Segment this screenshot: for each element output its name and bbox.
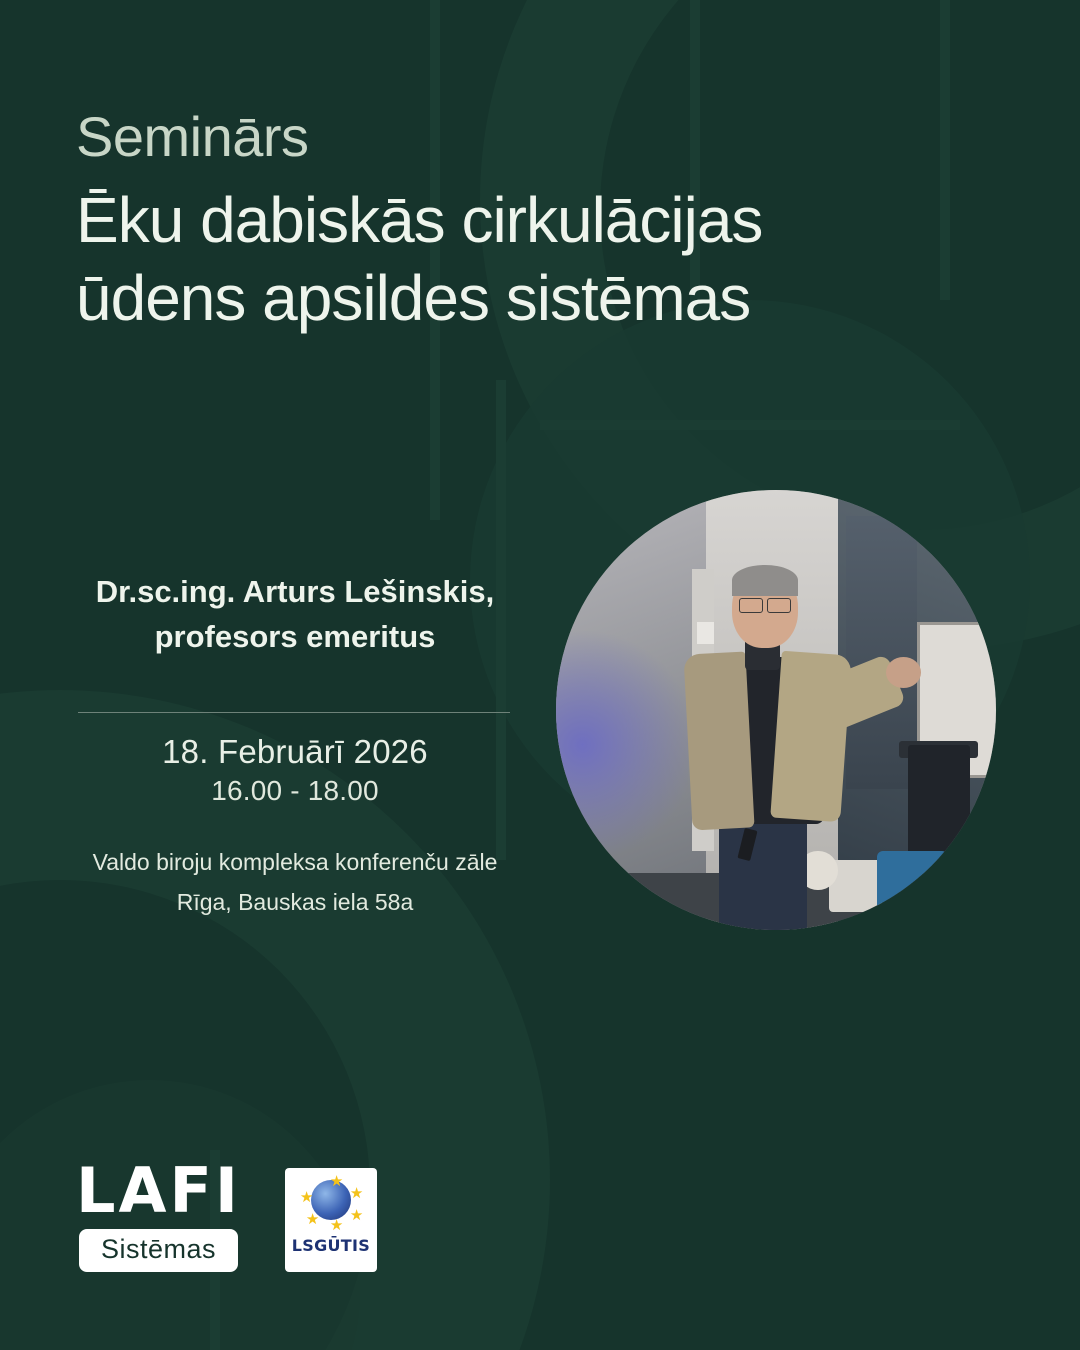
background-stripe-4 (540, 420, 960, 430)
speaker-name-line-1: Dr.sc.ing. Arturs Lešinskis, (95, 574, 495, 609)
speaker-name (70, 570, 520, 660)
speaker-photo (556, 490, 996, 930)
title-line-2: ūdens apsildes sistēmas (76, 261, 751, 334)
event-venue (70, 843, 520, 922)
venue-line-1: Valdo biroju kompleksa konferenču zāle (92, 849, 498, 875)
speaker-name-line-2: profesors emeritus (154, 618, 436, 654)
lsgutis-wordmark: LSGŪTIS (291, 1236, 371, 1255)
lafi-wordmark: LAFI (76, 1154, 241, 1228)
lafi-sublabel: Sistēmas (79, 1229, 238, 1272)
speaker-photo-illustration (556, 490, 996, 930)
lsgutis-logo (285, 1168, 377, 1272)
event-details (70, 733, 520, 922)
divider (78, 712, 510, 713)
speaker-block (70, 570, 520, 660)
lsgutis-emblem-icon: ★ ★ ★ ★ ★ ★ (299, 1173, 364, 1234)
headline-block (76, 105, 956, 337)
page-title (76, 181, 956, 337)
venue-line-2: Rīga, Bauskas iela 58a (176, 888, 414, 915)
kicker-label: Seminārs (76, 105, 309, 168)
title-line-1: Ēku dabiskās cirkulācijas (76, 183, 763, 256)
logo-row (76, 1154, 377, 1272)
event-time: 16.00 - 18.00 (211, 775, 379, 806)
event-date: 18. Februārī 2026 (162, 733, 428, 770)
lafi-logo (76, 1154, 241, 1272)
